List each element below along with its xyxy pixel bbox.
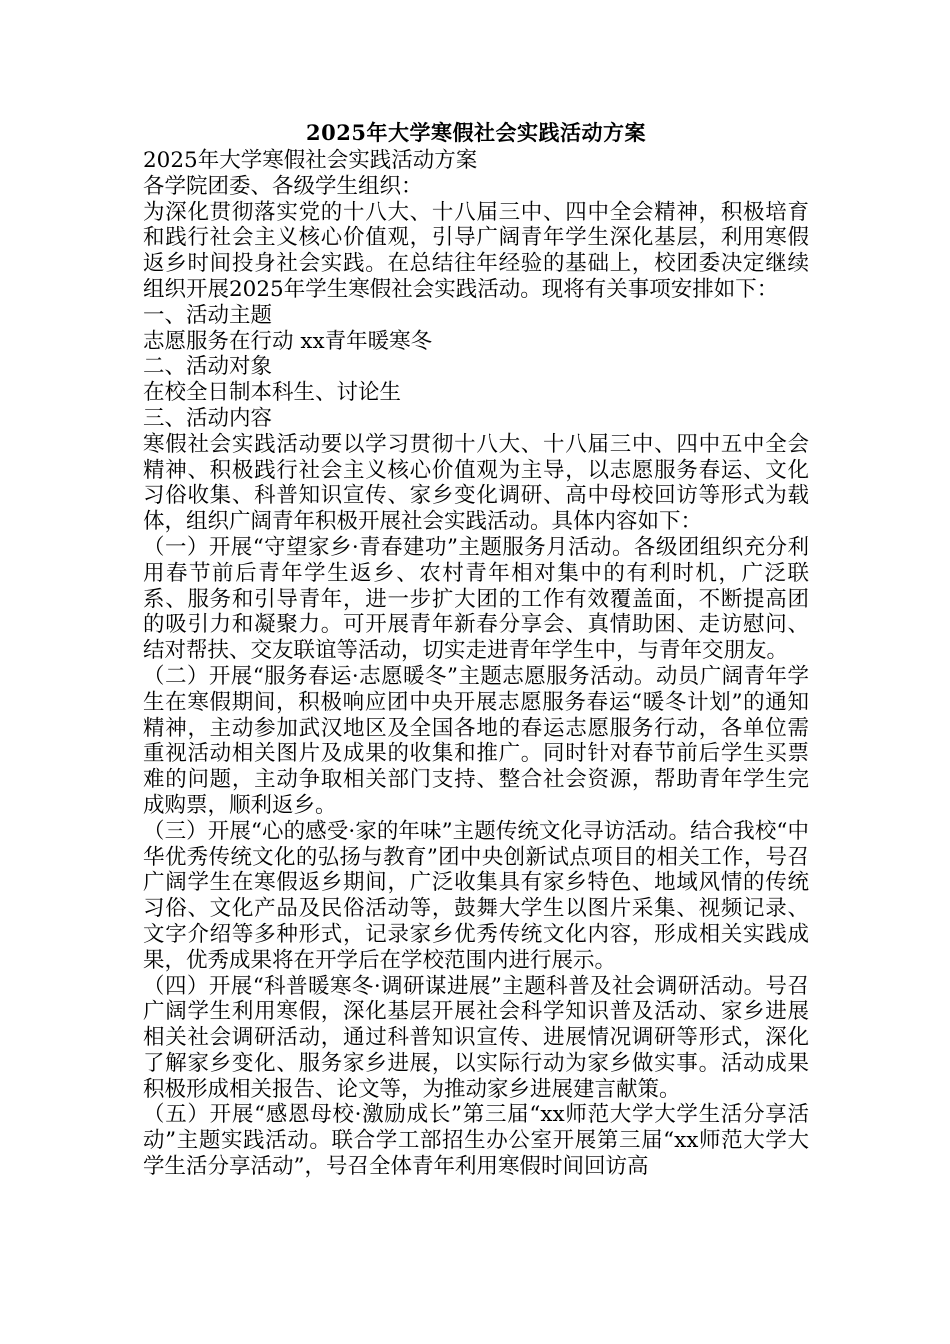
content-item-3: （三）开展“心的感受·家的年味”主题传统文化寻访活动。结合我校“中华优秀传统文化的弘扬与教育”团中央创新试点项目的相关工作，号召广阔学生在寒假返乡期间，广泛收集具有家乡特色、地域风情的传统习俗、文化产品及民俗活动等，鼓舞大学生以图片采集、视频记录、文字介绍等多种形式，记录家乡优秀传统文化内容，形成相关实践成果，优秀成果将在开学后在学校范围内进行展示。 <box>143 818 809 973</box>
document-title: 2025年大学寒假社会实践活动方案 <box>306 120 646 145</box>
target-text: 在校全日制本科生、讨论生 <box>143 380 402 406</box>
content-item-4: （四）开展“科普暖寒冬·调研谋进展”主题科普及社会调研活动。号召广阔学生利用寒假，深化基层开展社会科学知识普及活动、家乡进展相关社会调研活动，通过科普知识宣传、进展情况调研等形式，深化了解家乡变化、服务家乡进展，以实际行动为家乡做实事。活动成果积极形成相关报告、论文等，为推动家乡进展建言献策。 <box>143 973 809 1102</box>
content-intro-paragraph: 寒假社会实践活动要以学习贯彻十八大、十八届三中、四中五中全会精神、积极践行社会主义核心价值观为主导，以志愿服务春运、文化习俗收集、科普知识宣传、家乡变化调研、高中母校回访等形式为载体，组织广阔青年积极开展社会实践活动。具体内容如下： <box>143 431 809 535</box>
section-heading-theme: 一、活动主题 <box>143 302 273 328</box>
subtitle-line: 2025年大学寒假社会实践活动方案 <box>143 148 478 173</box>
section-heading-target: 二、活动对象 <box>143 354 273 380</box>
content-item-1: （一）开展“守望家乡·青春建功”主题服务月活动。各级团组织充分利用春节前后青年学生返乡、农村青年相对集中的有利时机，广泛联系、服务和引导青年，进一步扩大团的工作有效覆盖面，不断提高团的吸引力和凝聚力。可开展青年新春分享会、真情助困、走访慰问、结对帮扶、交友联谊等活动，切实走进青年学生中，与青年交朋友。 <box>143 534 809 664</box>
content-item-5: （五）开展“感恩母校·激励成长”第三届“xx师范大学大学生活分享活动”主题实践活动。联合学工部招生办公室开展第三届“xx师范大学大学生活分享活动”，号召全体青年利用寒假时间回访高 <box>143 1102 809 1180</box>
section-heading-content: 三、活动内容 <box>143 405 273 431</box>
intro-paragraph: 为深化贯彻落实党的十八大、十八届三中、四中全会精神，积极培育和践行社会主义核心价值观，引导广阔青年学生深化基层，利用寒假返乡时间投身社会实践。在总结往年经验的基础上，校团委决定继续组织开展2025年学生寒假社会实践活动。现将有关事项安排如下： <box>143 199 809 302</box>
theme-text: 志愿服务在行动 xx青年暖寒冬 <box>143 328 433 354</box>
document-body <box>143 148 809 1180</box>
document-page <box>143 118 809 1180</box>
salutation: 各学院团委、各级学生组织： <box>143 173 423 199</box>
content-item-2: （二）开展“服务春运·志愿暖冬”主题志愿服务活动。动员广阔青年学生在寒假期间，积极响应团中央开展志愿服务春运“暖冬计划”的通知精神，主动参加武汉地区及全国各地的春运志愿服务行动，各单位需重视活动相关图片及成果的收集和推广。同时针对春节前后学生买票难的问题，主动争取相关部门支持、整合社会资源，帮助青年学生完成购票，顺利返乡。 <box>143 663 809 818</box>
